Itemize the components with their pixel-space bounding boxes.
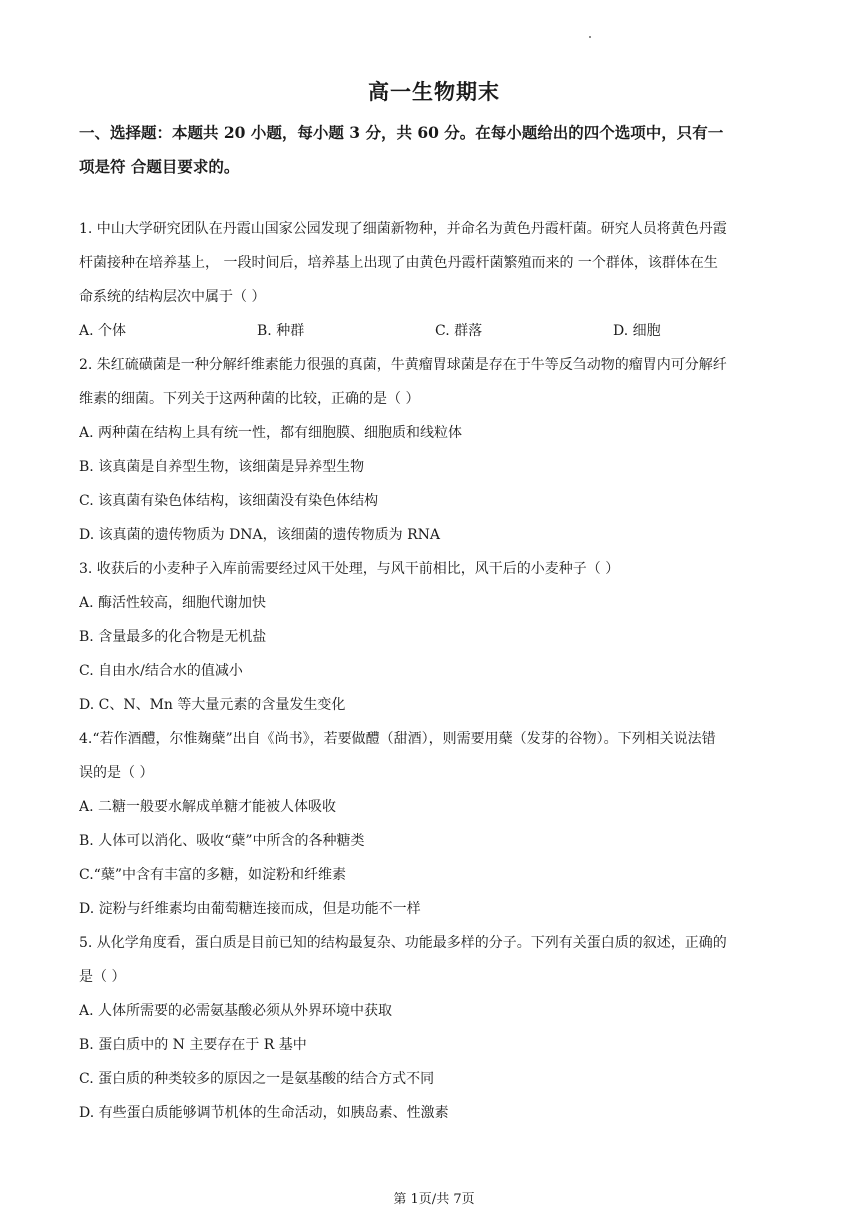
question-4-option-c: C.“蘖”中含有丰富的多糖，如淀粉和纤维素 — [79, 867, 346, 883]
question-1-stem-line-1: 1. 中山大学研究团队在丹霞山国家公园发现了细菌新物种，并命名为黄色丹霞杆菌。研究人员将黄色丹霞 — [79, 221, 727, 237]
question-2-option-c: C. 该真菌有染色体结构，该细菌没有染色体结构 — [79, 493, 379, 509]
question-1-option-d: D. 细胞 — [613, 323, 661, 339]
page-number: 第 1页/共 7页 — [393, 1192, 475, 1207]
page-title: 高一生物期末 — [368, 79, 500, 104]
question-3-stem-line-1: 3. 收获后的小麦种子入库前需要经过风干处理，与风干前相比，风干后的小麦种子（ ） — [79, 561, 620, 577]
question-5-stem-line-2: 是（ ） — [79, 969, 126, 985]
question-5-option-c: C. 蛋白质的种类较多的原因之一是氨基酸的结合方式不同 — [79, 1071, 435, 1087]
question-3-option-d: D. C、N、Mn 等大量元素的含量发生变化 — [79, 697, 346, 713]
question-2 — [79, 348, 791, 552]
section-heading — [79, 116, 791, 184]
question-4-option-d: D. 淀粉与纤维素均由葡萄糖连接而成，但是功能不一样 — [79, 901, 421, 917]
question-4 — [79, 722, 791, 926]
question-4-stem-line-1: 4.“若作酒醴，尔惟麹蘖”出自《尚书》，若要做醴（甜酒），则需要用蘖（发芽的谷物）。下列相关说法错 — [79, 731, 716, 747]
question-4-option-a: A. 二糖一般要水解成单糖才能被人体吸收 — [79, 799, 337, 815]
question-2-stem-line-1: 2. 朱红硫磺菌是一种分解纤维素能力很强的真菌，牛黄瘤胃球菌是存在于牛等反刍动物的瘤胃内可分解纤 — [79, 357, 727, 373]
question-2-stem-line-2: 维素的细菌。下列关于这两种菌的比较，正确的是（ ） — [79, 391, 420, 407]
question-3-option-c: C. 自由水/结合水的值减小 — [79, 663, 243, 679]
question-2-option-b: B. 该真菌是自养型生物，该细菌是异养型生物 — [79, 459, 365, 475]
scan-dot — [589, 36, 591, 38]
question-5-option-d: D. 有些蛋白质能够调节机体的生命活动，如胰岛素、性激素 — [79, 1105, 449, 1121]
question-list — [79, 212, 791, 1130]
question-3-option-b: B. 含量最多的化合物是无机盐 — [79, 629, 267, 645]
question-4-stem-line-2: 误的是（ ） — [79, 765, 154, 781]
question-1-stem-line-3: 命系统的结构层次中属于（ ） — [79, 289, 266, 305]
question-2-option-a: A. 两种菌在结构上具有统一性，都有细胞膜、细胞质和线粒体 — [79, 425, 463, 441]
question-1-option-a: A. 个体 — [79, 323, 127, 339]
question-1-option-c: C. 群落 — [435, 323, 483, 339]
section-heading-line-1: 一、选择题：本题共 20 小题，每小题 3 分，共 60 分。在每小题给出的四个选项中，只有一 — [79, 123, 724, 142]
question-4-option-b: B. 人体可以消化、吸收“蘖”中所含的各种糖类 — [79, 833, 365, 849]
question-3-option-a: A. 酶活性较高，细胞代谢加快 — [79, 595, 267, 611]
section-heading-line-2: 项是符 合题目要求的。 — [79, 157, 240, 176]
question-5 — [79, 926, 791, 1130]
question-1-stem-line-2: 杆菌接种在培养基上， 一段时间后，培养基上出现了由黄色丹霞杆菌繁殖而来的 一个群体，该群体在生 — [79, 255, 718, 271]
question-5-option-b: B. 蛋白质中的 N 主要存在于 R 基中 — [79, 1037, 307, 1053]
question-2-option-d: D. 该真菌的遗传物质为 DNA，该细菌的遗传物质为 RNA — [79, 527, 441, 543]
question-1 — [79, 212, 791, 348]
question-3 — [79, 552, 791, 722]
question-5-stem-line-1: 5. 从化学角度看，蛋白质是目前已知的结构最复杂、功能最多样的分子。下列有关蛋白质的叙述，正确的 — [79, 935, 727, 951]
question-1-options — [79, 314, 791, 348]
question-5-option-a: A. 人体所需要的必需氨基酸必须从外界环境中获取 — [79, 1003, 393, 1019]
question-1-option-b: B. 种群 — [257, 323, 305, 339]
